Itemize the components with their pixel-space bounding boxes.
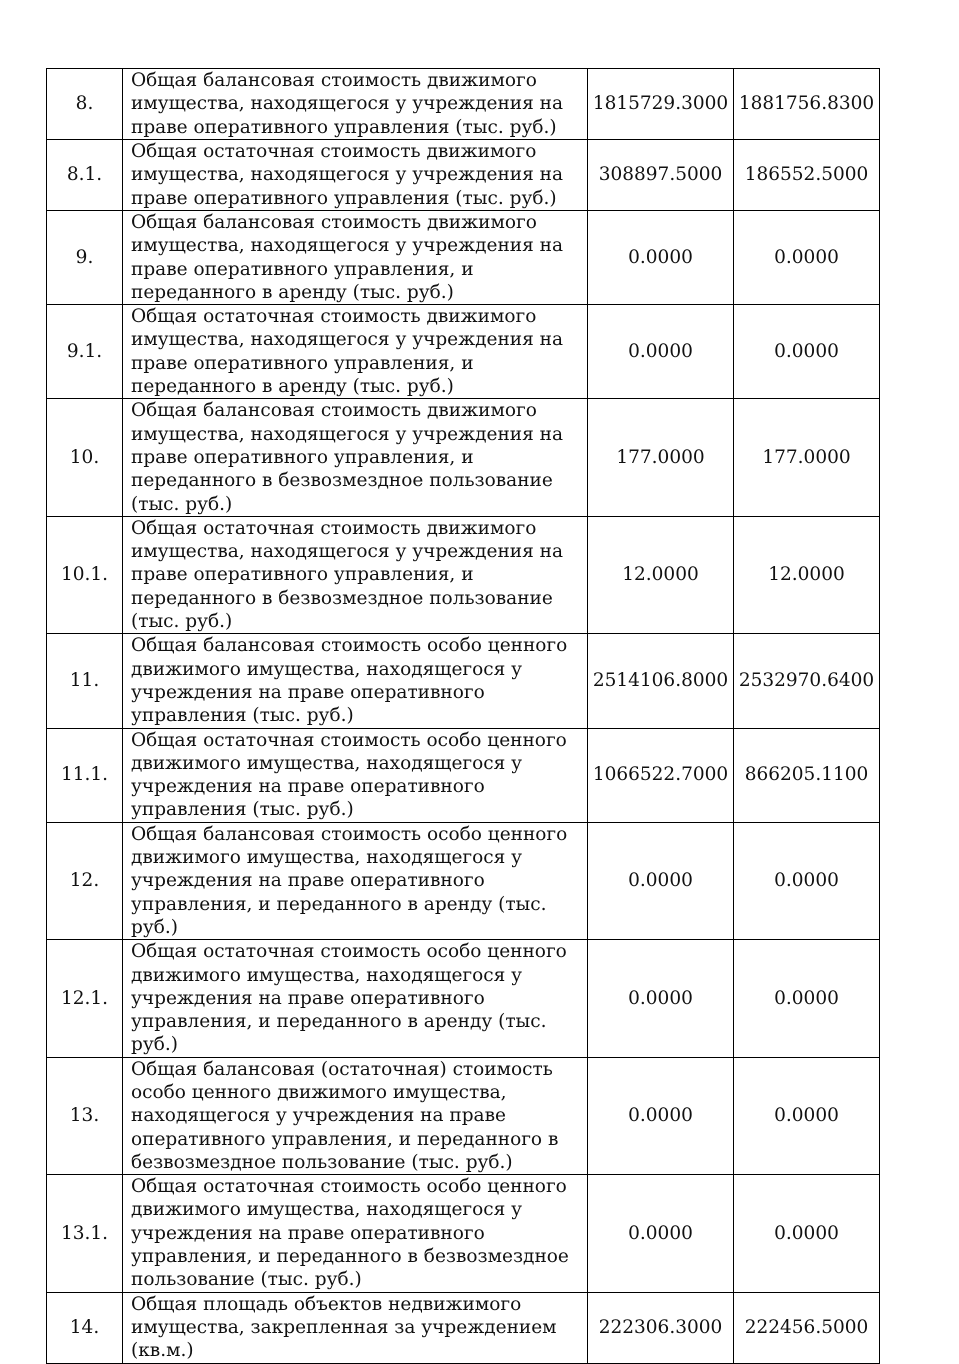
value-column-1: 12.0000 [588,516,734,633]
value-column-2: 186552.5000 [734,140,880,211]
value-column-1: 1815729.3000 [588,69,734,140]
value-column-1: 222306.3000 [588,1292,734,1363]
table-row [47,634,880,728]
table-row [47,399,880,516]
row-number: 10.1. [47,516,123,633]
value-column-2: 0.0000 [734,1057,880,1174]
value-column-2: 866205.1100 [734,728,880,822]
row-description-text: Общая остаточная стоимость особо ценного движимого имущества, находящегося у учреждения на праве оперативного управления, и переданного в безвозмездное пользование (тыс. руб.) [131,1176,569,1291]
row-number: 14. [47,1292,123,1363]
value-column-1: 0.0000 [588,822,734,939]
row-description [123,140,588,211]
table-row [47,69,880,140]
row-description [123,634,588,728]
row-description-text: Общая балансовая стоимость движимого имущества, находящегося у учреждения на праве оперативного управления, и переданного в безвозмездное пользование (тыс. руб.) [131,400,564,515]
table-row [47,305,880,399]
row-description-text: Общая остаточная стоимость движимого имущества, находящегося у учреждения на праве оперативного управления (тыс. руб.) [131,141,564,209]
row-number: 10. [47,399,123,516]
value-column-1: 308897.5000 [588,140,734,211]
row-description [123,399,588,516]
table-row [47,822,880,939]
row-description [123,940,588,1057]
value-column-1: 1066522.7000 [588,728,734,822]
row-description-text: Общая балансовая стоимость особо ценного движимого имущества, находящегося у учреждения на праве оперативного управления (тыс. руб.) [131,635,568,727]
row-number: 12. [47,822,123,939]
value-column-2: 0.0000 [734,305,880,399]
row-description [123,305,588,399]
value-column-2: 0.0000 [734,1175,880,1292]
row-description [123,69,588,140]
value-column-1: 0.0000 [588,305,734,399]
value-column-2: 0.0000 [734,940,880,1057]
value-column-2: 1881756.8300 [734,69,880,140]
table-row [47,728,880,822]
value-column-1: 2514106.8000 [588,634,734,728]
row-description [123,1057,588,1174]
value-column-1: 0.0000 [588,211,734,305]
row-number: 8.1. [47,140,123,211]
value-column-2: 222456.5000 [734,1292,880,1363]
row-description [123,822,588,939]
table-row [47,1292,880,1363]
row-number: 8. [47,69,123,140]
row-description-text: Общая остаточная стоимость движимого имущества, находящегося у учреждения на праве оперативного управления, и переданного в безвозмездное пользование (тыс. руб.) [131,517,564,633]
row-description-text: Общая остаточная стоимость особо ценного движимого имущества, находящегося у учреждения на праве оперативного управления (тыс. руб.) [131,729,567,821]
table-row [47,140,880,211]
property-table [46,68,880,1364]
row-description [123,516,588,633]
row-description-text: Общая остаточная стоимость движимого имущества, находящегося у учреждения на праве оперативного управления, и переданного в аренду (тыс. руб.) [131,306,564,398]
row-number: 9. [47,211,123,305]
row-description [123,728,588,822]
value-column-1: 0.0000 [588,940,734,1057]
row-description-text: Общая площадь объектов недвижимого имущества, закрепленная за учреждением (кв.м.) [131,1293,557,1362]
row-description [123,211,588,305]
table-row [47,516,880,633]
row-description-text: Общая балансовая стоимость движимого имущества, находящегося у учреждения на праве оперативного управления (тыс. руб.) [131,70,564,138]
table-row [47,1175,880,1292]
row-number: 13. [47,1057,123,1174]
value-column-1: 177.0000 [588,399,734,516]
value-column-1: 0.0000 [588,1057,734,1174]
row-number: 13.1. [47,1175,123,1292]
value-column-1: 0.0000 [588,1175,734,1292]
value-column-2: 177.0000 [734,399,880,516]
value-column-2: 0.0000 [734,822,880,939]
row-number: 9.1. [47,305,123,399]
row-number: 11. [47,634,123,728]
row-description-text: Общая балансовая (остаточная) стоимость особо ценного движимого имущества, находящегося у учреждения на праве оперативного управления, и переданного в безвозмездное пользование (тыс. руб.) [131,1058,559,1173]
row-description [123,1292,588,1363]
row-description [123,1175,588,1292]
row-description-text: Общая балансовая стоимость движимого имущества, находящегося у учреждения на праве оперативного управления, и переданного в аренду (тыс. руб.) [131,212,564,303]
table-row [47,940,880,1057]
table-row [47,211,880,305]
row-number: 11.1. [47,728,123,822]
row-description-text: Общая балансовая стоимость особо ценного движимого имущества, находящегося у учреждения на праве оперативного управления, и переданного в аренду (тыс. руб.) [131,823,568,938]
value-column-2: 12.0000 [734,516,880,633]
table-row [47,1057,880,1174]
value-column-2: 0.0000 [734,211,880,305]
row-number: 12.1. [47,940,123,1057]
value-column-2: 2532970.6400 [734,634,880,728]
row-description-text: Общая остаточная стоимость особо ценного движимого имущества, находящегося у учреждения на праве оперативного управления, и переданного в аренду (тыс. руб.) [131,941,567,1056]
